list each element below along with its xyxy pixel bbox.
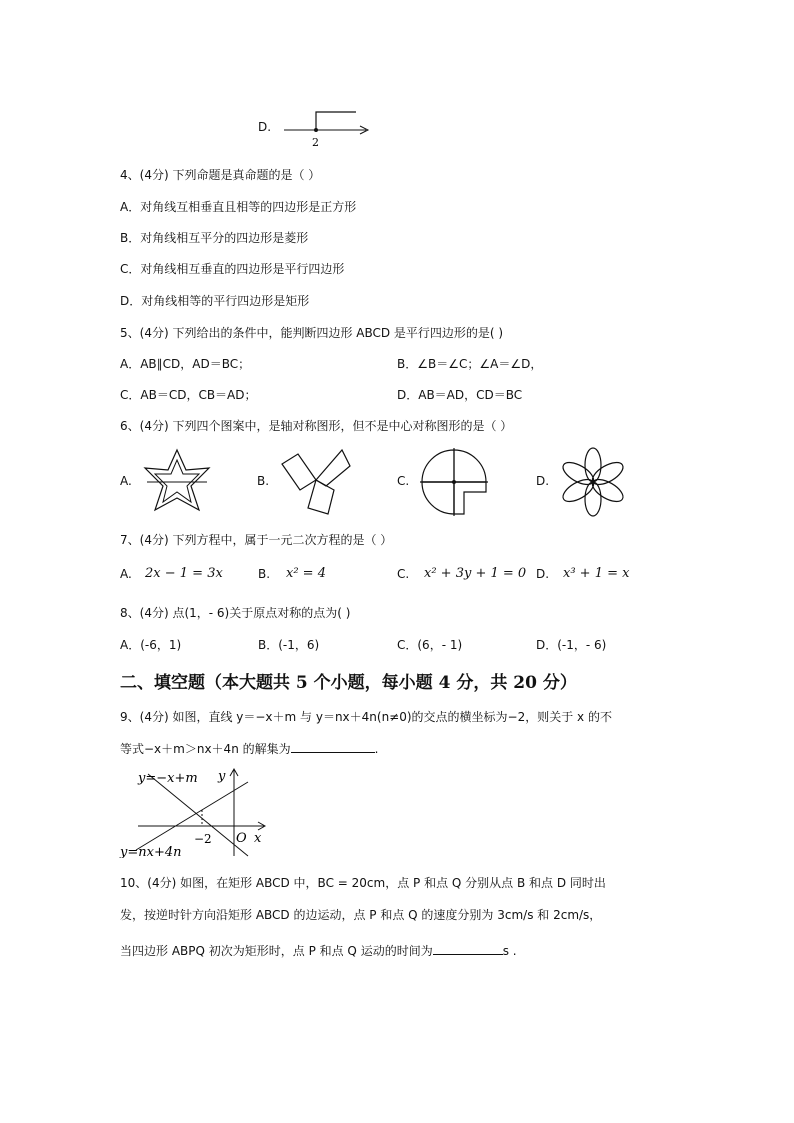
q9-answer-blank[interactable] [291, 740, 375, 753]
q7-option-b: x² = 4 [286, 566, 326, 581]
q7-option-c: x² + 3y + 1 = 0 [424, 566, 527, 581]
q7-label-c: C. [397, 567, 410, 581]
q9-line-2-end: . [374, 742, 379, 756]
q6-figure-c-pinwheel-icon [418, 446, 490, 518]
q10-line-3 [120, 942, 517, 959]
q3-option-d-label: D. [258, 120, 272, 134]
q3-number-line-figure [280, 104, 380, 150]
q6-label-d: D. [536, 474, 550, 488]
q8-option-d: D．(-1，- 6) [536, 638, 607, 652]
q9-graph-label-line-1: y=−x+m [138, 771, 198, 786]
q7-label-b: B. [258, 567, 271, 581]
q7-label-d: D. [536, 567, 550, 581]
section-2-title: 二、填空题（本大题共 5 个小题，每小题 4 分，共 20 分） [120, 673, 577, 693]
q10-line-2: 发，按逆时针方向沿矩形 ABCD 的边运动，点 P 和点 Q 的速度分别为 3cm/s 和 2cm/s， [120, 908, 602, 922]
q7-stem: 7、(4分) 下列方程中，属于一元二次方程的是（ ） [120, 533, 393, 547]
q8-option-b: B．(-1，6) [258, 638, 320, 652]
q6-label-b: B. [257, 474, 270, 488]
q10-line-1: 10、(4分) 如图，在矩形 ABCD 中，BC = 20cm，点 P 和点 Q 分别从点 B 和点 D 同时出 [120, 876, 606, 890]
q3-number-line-tick: 2 [312, 136, 319, 149]
q6-figure-b-rhombus-icon [278, 446, 354, 518]
q5-option-d: D．AB＝AD，CD＝BC [397, 388, 523, 402]
q6-figure-a-star-icon [141, 446, 213, 518]
q6-label-c: C. [397, 474, 410, 488]
q10-line-3-text: 当四边形 ABPQ 初次为矩形时，点 P 和点 Q 运动的时间为 [120, 944, 433, 958]
q4-stem: 4、(4分) 下列命题是真命题的是（ ） [120, 168, 321, 182]
q4-option-d: D．对角线相等的平行四边形是矩形 [120, 294, 310, 308]
q9-line-1: 9、(4分) 如图，直线 y＝−x＋m 与 y＝nx＋4n(n≠0)的交点的横坐标为−2，则关于 x 的不 [120, 710, 612, 724]
q5-option-c: C．AB＝CD，CB＝AD； [120, 388, 257, 402]
q7-option-d: x³ + 1 = x [563, 566, 630, 581]
q7-option-a: 2x − 1 = 3x [145, 566, 223, 581]
q9-graph-figure [118, 766, 268, 858]
q5-option-a: A．AB∥CD，AD＝BC； [120, 357, 251, 371]
q7-label-a: A. [120, 567, 132, 581]
q8-option-c: C．(6，- 1) [397, 638, 463, 652]
q9-graph-y-axis-label: y [218, 769, 226, 784]
q4-option-c: C．对角线相互垂直的四边形是平行四边形 [120, 262, 345, 276]
q8-option-a: A．(-6，1) [120, 638, 182, 652]
q6-stem: 6、(4分) 下列四个图案中，是轴对称图形，但不是中心对称图形的是（ ） [120, 419, 513, 433]
q5-stem: 5、(4分) 下列给出的条件中，能判断四边形 ABCD 是平行四边形的是( ) [120, 326, 504, 340]
q9-line-2 [120, 740, 378, 757]
q6-figure-d-flower-icon [557, 446, 629, 518]
q9-line-2-text: 等式−x＋m＞nx＋4n 的解集为 [120, 742, 291, 756]
q4-option-a: A．对角线互相垂直且相等的四边形是正方形 [120, 200, 357, 214]
q10-line-3-end: s . [502, 944, 517, 958]
q9-graph-origin-label: O [236, 831, 247, 846]
q10-answer-blank[interactable] [433, 942, 503, 955]
q5-option-b: B．∠B＝∠C；∠A＝∠D， [397, 357, 543, 371]
q9-graph-x-axis-label: x [254, 831, 262, 846]
q9-graph-label-line-2: y=nx+4n [120, 845, 182, 858]
q9-graph-tick-label: −2 [194, 832, 212, 846]
q6-label-a: A. [120, 474, 132, 488]
q4-option-b: B．对角线相互平分的四边形是菱形 [120, 231, 309, 245]
q8-stem: 8、(4分) 点(1，- 6)关于原点对称的点为( ) [120, 606, 351, 620]
